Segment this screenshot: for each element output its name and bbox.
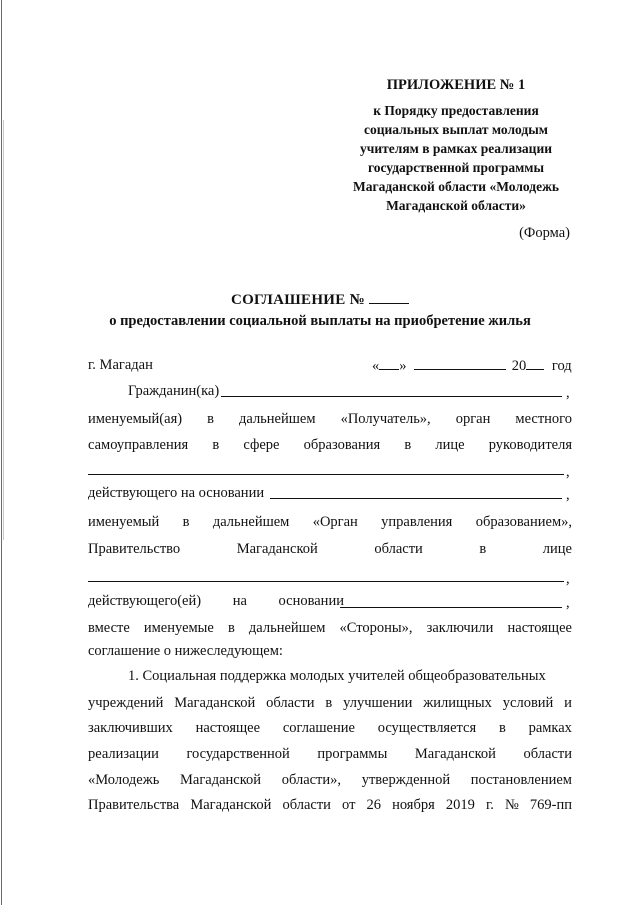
selfgov-line: самоуправления в сфере образования в лице руководителя [88,437,572,453]
citizen-label: Гражданин(ка) [128,383,220,399]
acting-basis-line [88,485,564,502]
acting-basis2-blank [340,595,562,608]
organ-line: именуемый в дальнейшем «Орган управления образованием», [88,514,572,530]
parties-line: вместе именуемые в дальнейшем «Стороны», заключили настоящее [88,620,572,636]
agreement-end-line: соглашение о нижеследующем: [88,643,283,659]
point1-line3: заключивших настоящее соглашение осуществляется в рамках [88,720,572,736]
head-name-blank [88,474,564,475]
point1-line5: «Молодежь Магаданской области», утвержденной постановлением [88,772,572,788]
page-edge-shadow-inner [3,120,4,540]
acting-basis-blank [270,485,562,499]
page-edge-shadow [1,0,2,905]
acting-basis-label: действующего на основании [88,485,265,501]
citizen-name-blank [221,383,562,397]
appendix-line: к Порядку предоставления [373,103,539,118]
appendix-line: Магаданской области «Молодежь [352,179,560,194]
appendix-line: Магаданской области» [386,198,526,213]
appendix-line: государственной программы [367,160,545,175]
recipient-line: именуемый(ая) в дальнейшем «Получатель», орган местного [88,411,572,427]
agreement-title-text: СОГЛАШЕНИЕ № [230,292,365,308]
agreement-subtitle: о предоставлении социальной выплаты на приобретение жилья [109,313,531,329]
agreement-title [0,291,640,309]
form-label: (Форма) [519,225,570,241]
date-field: « » 20 год [372,358,572,374]
city-date-line [88,357,572,374]
appendix-title: ПРИЛОЖЕНИЕ № 1 [386,77,526,93]
acting-basis2-line: действующего(ей) на основании [88,593,564,610]
appendix-line: социальных выплат молодым [363,122,548,137]
year-blank [526,357,544,370]
government-line: Правительство Магаданской области в лице [88,541,572,557]
gov-rep-blank [88,581,564,582]
appendix-body [312,101,600,215]
point1-line1: 1. Социальная поддержка молодых учителей общеобразовательных [128,668,546,684]
month-blank [414,357,506,370]
appendix-line: учителям в рамках реализации [359,141,552,156]
point1-line6: Правительства Магаданской области от 26 ноября 2019 г. № 769-пп [88,797,572,813]
citizen-line [128,383,564,400]
point1-line2: учреждений Магаданской области в улучшении жилищных условий и [88,695,572,711]
city: г. Магадан [88,357,153,373]
day-blank [379,357,399,370]
point1-line4: реализации государственной программы Магаданской области [88,746,572,762]
agreement-number-blank [369,291,409,304]
